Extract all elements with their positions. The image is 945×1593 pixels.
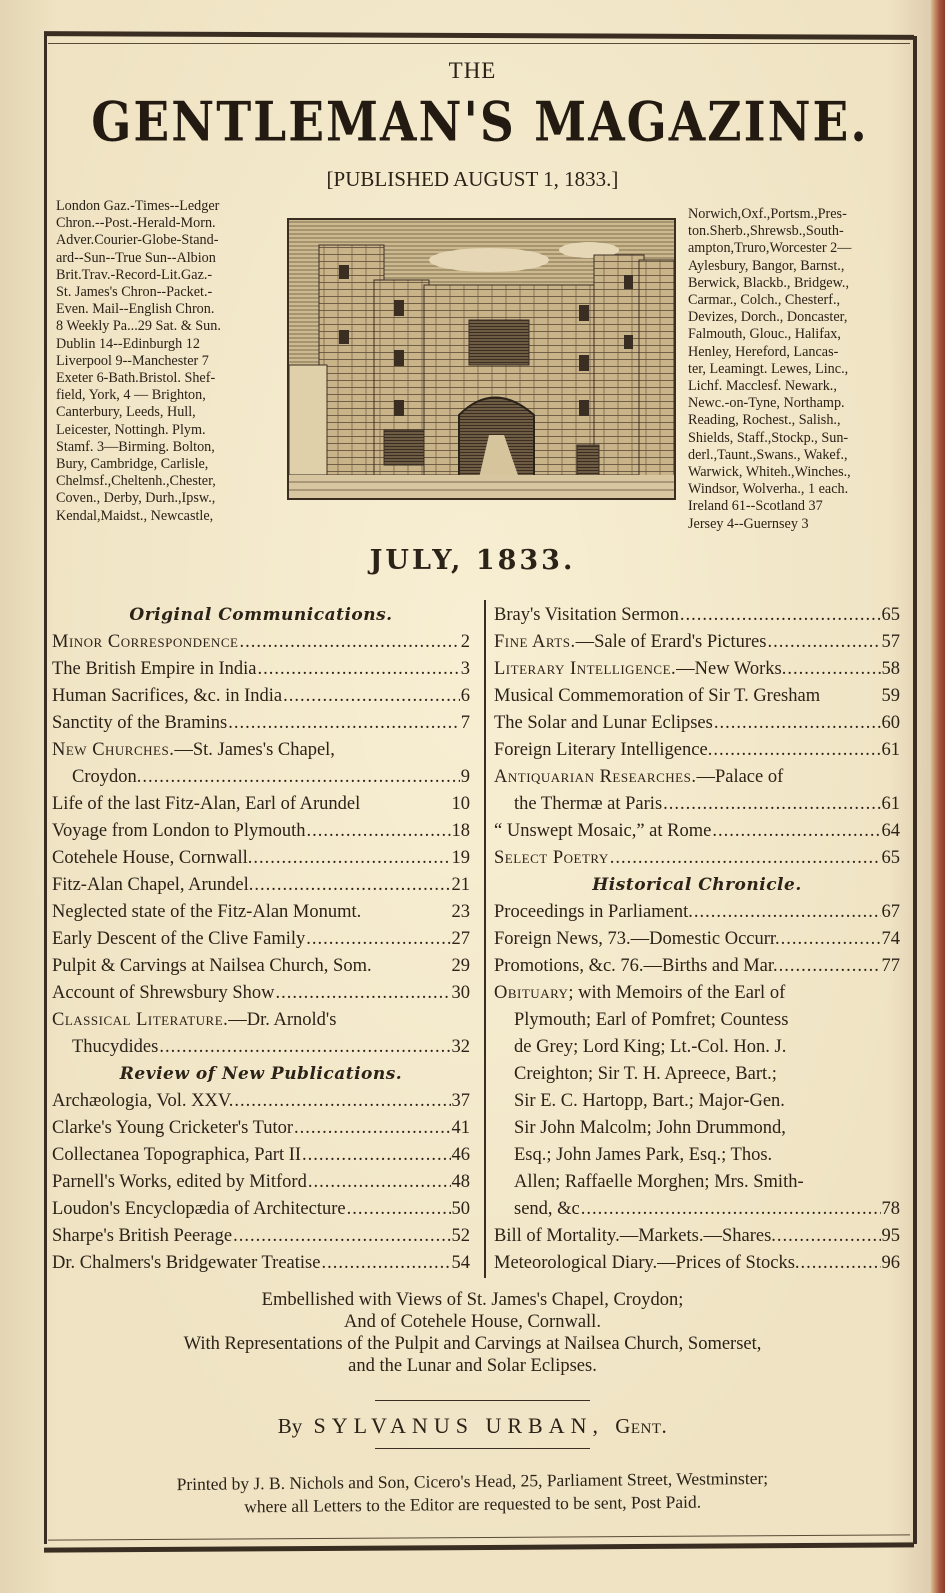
toc-entry-title-wrap (494, 656, 786, 683)
magazine-title: GENTLEMAN'S MAGAZINE. (91, 90, 869, 155)
leader-dots (306, 926, 450, 953)
obituary-text: Esq.; John James Park, Esq.; Thos. (514, 1145, 773, 1165)
toc-entry[interactable] (52, 899, 470, 926)
leader-dots (302, 1142, 450, 1169)
toc-entry[interactable] (494, 791, 900, 818)
toc-entry-title: Early Descent of the Clive Family (52, 929, 306, 949)
leader-dots (787, 656, 880, 683)
contents-column-left (52, 602, 470, 1277)
toc-entry-title: Cotehele House, Cornwall. (52, 848, 253, 868)
toc-entry-title: Archæologia, Vol. XXV. (52, 1091, 234, 1111)
newspaper-line: ton.Sherb.,Shrewsb.,South- (688, 223, 844, 240)
toc-entry-title: Bray's Visitation Sermon (494, 605, 679, 625)
toc-entry-title: Collectanea Topographica, Part II (52, 1145, 302, 1165)
toc-page-number: 74 (881, 929, 900, 949)
newspaper-line: Reading, Rochest., Salish., (688, 412, 841, 429)
embellishments-line: Embellished with Views of St. James's Chapel, Croydon; (261, 1290, 684, 1310)
toc-entry-title-wrap (52, 1088, 233, 1115)
representations-note (0, 1333, 945, 1377)
toc-entry-title-wrap (52, 1115, 293, 1142)
leader-dots (712, 818, 880, 845)
gatehouse-engraving-icon (289, 220, 674, 498)
toc-entry-title-wrap (494, 926, 780, 953)
toc-entry-title-wrap (52, 791, 360, 818)
toc-page-number: 61 (881, 794, 900, 814)
toc-entry-lead: New Churches. (52, 740, 175, 760)
toc-entry-title-wrap (52, 899, 361, 926)
newspaper-line: Brit.Trav.-Record-Lit.Gaz.- (56, 266, 213, 283)
toc-entry-title-wrap (52, 1250, 320, 1277)
leader-dots (801, 1250, 881, 1277)
toc-entry-title-wrap (494, 818, 711, 845)
newspaper-line: Bury, Cambridge, Carlisle, (56, 456, 209, 473)
toc-entry-title: Minor Correspondence (52, 632, 239, 652)
toc-page-number: 77 (881, 956, 900, 976)
obituary-line (494, 1169, 900, 1196)
embellishments-note (0, 1289, 945, 1333)
toc-page-number: 60 (881, 713, 900, 733)
toc-entry[interactable] (52, 926, 470, 953)
toc-entry[interactable] (494, 953, 900, 980)
obituary-text: Creighton; Sir T. H. Apreece, Bart.; (514, 1064, 777, 1084)
toc-entry-title-wrap (494, 683, 820, 710)
toc-page-number: 57 (881, 632, 900, 652)
toc-page-number: 23 (451, 902, 470, 922)
toc-entry-title-wrap (52, 953, 372, 980)
leader-dots (694, 899, 881, 926)
toc-page-number: 27 (451, 929, 470, 949)
toc-page-number: 21 (451, 875, 470, 895)
toc-page-number: 19 (451, 848, 470, 868)
toc-page-number: 9 (460, 767, 470, 787)
newspaper-circulation-list-left (56, 198, 281, 525)
toc-entry-title: The Solar and Lunar Eclipses (494, 713, 713, 733)
toc-page-number: 67 (881, 902, 900, 922)
toc-entry[interactable] (494, 602, 900, 629)
leader-dots (714, 710, 881, 737)
toc-page-number: 37 (451, 1091, 470, 1111)
newspaper-line: 8 Weekly Pa...29 Sat. & Sun. (56, 318, 221, 335)
newspaper-line: Lichf. Macclesf. Newark., (688, 378, 837, 395)
toc-entry-title-wrap (52, 980, 275, 1007)
obituary-text: Sir John Malcolm; John Drummond, (514, 1118, 786, 1138)
toc-entry-title: —Dr. Arnold's (228, 1010, 337, 1030)
toc-page-number: 18 (451, 821, 470, 841)
toc-entry-title-wrap (494, 710, 713, 737)
newspaper-line: Chron.--Post.-Herald-Morn. (56, 215, 216, 232)
newspaper-line: Jersey 4--Guernsey 3 (688, 515, 809, 532)
section-heading-original-communications: Original Communications. (129, 605, 393, 625)
representations-line: and the Lunar and Solar Eclipses. (348, 1356, 597, 1376)
imprint-line: Printed by J. B. Nichols and Son, Cicero's Head, 25, Parliament Street, Westminster; (176, 1467, 769, 1495)
obituary-text: Allen; Raffaelle Morghen; Mrs. Smith- (514, 1172, 804, 1192)
toc-entry-title-wrap (52, 1169, 307, 1196)
toc-page-number: 64 (881, 821, 900, 841)
toc-page-number: 96 (881, 1253, 900, 1273)
leader-dots (159, 1034, 450, 1061)
editor-name: SYLVANUS URBAN, (313, 1413, 604, 1438)
newspaper-line: ard--Sun--True Sun--Albion (56, 249, 216, 266)
toc-entry[interactable] (52, 710, 470, 737)
toc-entry[interactable] (494, 1250, 900, 1277)
toc-entry-title: Account of Shrewsbury Show (52, 983, 275, 1003)
toc-entry-title-wrap (494, 899, 693, 926)
newspaper-line: Chelmsf.,Cheltenh.,Chester, (56, 473, 216, 490)
toc-page-number: 61 (881, 740, 900, 760)
obituary-line (494, 1034, 900, 1061)
toc-entry-title: —St. James's Chapel, (174, 740, 335, 760)
newspaper-line: ter, Leamingt. Lewes, Linc., (688, 360, 849, 377)
toc-entry[interactable] (494, 683, 900, 710)
toc-entry-title: Life of the last Fitz-Alan, Earl of Arundel (52, 794, 361, 814)
toc-entry[interactable] (494, 1223, 900, 1250)
toc-entry-title: Croydon. (72, 767, 142, 787)
toc-entry[interactable] (494, 629, 900, 656)
toc-entry[interactable] (52, 872, 470, 899)
newspaper-line: Coven., Derby, Durh.,Ipsw., (56, 490, 216, 507)
newspaper-line: Even. Mail--English Chron. (56, 301, 215, 318)
toc-entry-title-wrap (52, 872, 253, 899)
toc-page-number: 2 (460, 632, 470, 652)
newspaper-line: Aylesbury, Bangor, Barnst., (688, 257, 845, 274)
leader-dots (321, 1250, 450, 1277)
newspaper-line: Stamf. 3—Birming. Bolton, (56, 438, 215, 455)
toc-entry[interactable] (52, 1088, 470, 1115)
toc-page-number: 65 (881, 848, 900, 868)
leader-dots (239, 629, 459, 656)
toc-entry[interactable] (52, 980, 470, 1007)
obituary-line (494, 1115, 900, 1142)
toc-entry[interactable] (52, 1034, 470, 1061)
newspaper-line: Leicester, Nottingh. Plym. (56, 421, 206, 438)
toc-entry-title: —Palace of (696, 767, 784, 787)
newspaper-line: field, York, 4 — Brighton, (56, 387, 206, 404)
toc-page-number: 3 (460, 659, 470, 679)
toc-entry[interactable] (494, 656, 900, 683)
toc-entry[interactable] (52, 1115, 470, 1142)
toc-page-number: 30 (451, 983, 470, 1003)
toc-entry-title: the Thermæ at Paris (514, 794, 663, 814)
leader-dots (294, 1115, 450, 1142)
toc-entry-title-wrap (494, 737, 712, 764)
column-divider (484, 600, 486, 1278)
toc-entry-lead: Literary Intelligence. (494, 659, 677, 679)
section-heading-review-of-new-publications: Review of New Publications. (119, 1064, 403, 1084)
obituary-line (494, 1142, 900, 1169)
newspaper-line: Falmouth, Glouc., Halifax, (688, 326, 841, 343)
toc-entry-title: Dr. Chalmers's Bridgewater Treatise (52, 1253, 321, 1273)
toc-page-number: 46 (451, 1145, 470, 1165)
obituary-text: send, &c (514, 1199, 580, 1219)
toc-entry-lead: Antiquarian Researches. (494, 767, 697, 787)
toc-page-number: 6 (460, 686, 470, 706)
toc-entry-lead: Select Poetry (494, 848, 609, 868)
newspaper-line: Exeter 6-Bath.Bristol. Shef- (56, 370, 216, 387)
newspaper-line: derl.,Taunt.,Swans., Wakef., (688, 446, 848, 463)
toc-page-number: 59 (881, 686, 900, 706)
newspaper-line: Dublin 14--Edinburgh 12 (56, 335, 200, 352)
leader-dots (253, 845, 450, 872)
newspaper-line: Liverpool 9--Manchester 7 (56, 352, 209, 369)
toc-entry-title-wrap (494, 1250, 800, 1277)
toc-entry[interactable] (52, 629, 470, 656)
toc-entry-title: Clarke's Young Cricketer's Tutor (52, 1118, 294, 1138)
leader-dots (142, 764, 459, 791)
divider-rule (375, 1448, 590, 1449)
byline-by: By (277, 1414, 303, 1438)
issue-month: JULY, 1833. (369, 545, 576, 576)
leader-dots (276, 980, 451, 1007)
toc-entry-title: “ Unswept Mosaic,” at Rome (494, 821, 712, 841)
newspaper-line: Newc.-on-Tyne, Northamp. (688, 395, 845, 412)
newspaper-circulation-list-right (688, 206, 903, 533)
leader-dots (258, 656, 460, 683)
imprint-line: where all Letters to the Editor are requested to be sent, Post Paid. (244, 1491, 702, 1517)
toc-page-number: 7 (460, 713, 470, 733)
toc-entry-title-wrap (494, 953, 778, 980)
toc-entry-title: Voyage from London to Plymouth (52, 821, 306, 841)
toc-entry-title: Parnell's Works, edited by Mitford (52, 1172, 307, 1192)
toc-entry-title: Human Sacrifices, &c. in India (52, 686, 283, 706)
toc-entry[interactable] (494, 899, 900, 926)
leader-dots (308, 1169, 451, 1196)
toc-entry-heading[interactable] (52, 737, 470, 764)
newspaper-line: Henley, Hereford, Lancas- (688, 343, 839, 360)
leader-dots (228, 710, 460, 737)
leader-dots (713, 737, 880, 764)
toc-entry-title: Fitz-Alan Chapel, Arundel. (52, 875, 254, 895)
toc-entry-title: Musical Commemoration of Sir T. Gresham (494, 686, 821, 706)
toc-page-number: 54 (451, 1253, 470, 1273)
toc-entry-title: Proceedings in Parliament. (494, 902, 693, 922)
toc-entry-lead: Classical Literature. (52, 1010, 229, 1030)
obituary-text: ; with Memoirs of the Earl of (568, 983, 786, 1003)
obituary-line (494, 1088, 900, 1115)
toc-entry-title-wrap (494, 602, 679, 629)
toc-entry-title: Loudon's Encyclopædia of Architecture (52, 1199, 346, 1219)
toc-entry-title: —New Works. (676, 659, 787, 679)
newspaper-line: Carmar., Colch., Chesterf., (688, 292, 841, 309)
toc-entry[interactable] (52, 845, 470, 872)
toc-entry[interactable] (52, 764, 470, 791)
leader-dots (680, 602, 881, 629)
toc-entry-title-wrap (52, 1142, 301, 1169)
toc-entry[interactable] (52, 791, 470, 818)
newspaper-line: Kendal,Maidst., Newcastle, (56, 507, 214, 524)
toc-entry-title: Sharpe's British Peerage (52, 1226, 233, 1246)
toc-entry-title: Foreign Literary Intelligence. (494, 740, 713, 760)
toc-entry-lead: Fine Arts. (494, 632, 576, 652)
newspaper-line: Warwick, Whiteh.,Winches., (688, 464, 851, 481)
toc-entry-lead: Obituary (494, 983, 569, 1003)
leader-dots (610, 845, 881, 872)
toc-entry-title-wrap (52, 1196, 346, 1223)
toc-page-number: 41 (451, 1118, 470, 1138)
toc-entry[interactable] (52, 1250, 470, 1277)
toc-entry-title: Meteorological Diary.—Prices of Stocks. (494, 1253, 800, 1273)
toc-page-number: 52 (451, 1226, 470, 1246)
toc-entry-title: —Sale of Erard's Pictures (575, 632, 767, 652)
toc-entry-title-wrap (494, 629, 766, 656)
newspaper-line: Shields, Staff.,Stockp., Sun- (688, 429, 849, 446)
toc-entry-title-wrap (52, 818, 306, 845)
toc-page-number: 95 (881, 1226, 900, 1246)
leader-dots (581, 1196, 881, 1223)
newspaper-line: Canterbury, Leeds, Hull, (56, 404, 196, 421)
newspaper-line: ampton,Truro,Worcester 2— (688, 240, 852, 257)
toc-entry[interactable] (52, 818, 470, 845)
toc-entry[interactable] (494, 818, 900, 845)
toc-page-number: 65 (881, 605, 900, 625)
newspaper-line: Norwich,Oxf.,Portsm.,Pres- (688, 206, 847, 222)
toc-entry-title: Promotions, &c. 76.—Births and Mar. (494, 956, 778, 976)
toc-entry-title-wrap (52, 926, 305, 953)
toc-entry[interactable] (52, 1169, 470, 1196)
leader-dots (779, 953, 881, 980)
toc-entry-title-wrap (52, 710, 227, 737)
newspaper-line: Berwick, Blackb., Bridgew., (688, 274, 850, 291)
toc-entry[interactable] (52, 1196, 470, 1223)
toc-page-number: 32 (451, 1037, 470, 1057)
toc-page-number: 50 (451, 1199, 470, 1219)
newspaper-line: London Gaz.-Times--Ledger (56, 198, 220, 214)
obituary-line (494, 1007, 900, 1034)
toc-entry-title-wrap (52, 845, 252, 872)
leader-dots (233, 1223, 450, 1250)
contents-column-right (494, 602, 900, 1277)
newspaper-line: Adver.Courier-Globe-Stand- (56, 232, 219, 249)
obituary-last-line (494, 1196, 900, 1223)
toc-entry-title: Neglected state of the Fitz-Alan Monumt. (52, 902, 362, 922)
newspaper-line: Windsor, Wolverha., 1 each. (688, 481, 849, 498)
byline-suffix: Gent. (615, 1414, 668, 1438)
toc-page-number: 78 (881, 1199, 900, 1219)
toc-entry[interactable] (52, 656, 470, 683)
toc-entry[interactable] (52, 1142, 470, 1169)
toc-page-number: 48 (451, 1172, 470, 1192)
toc-entry[interactable] (494, 710, 900, 737)
toc-entry-heading[interactable] (52, 1007, 470, 1034)
toc-entry[interactable] (494, 737, 900, 764)
leader-dots (663, 791, 880, 818)
embellishments-line: And of Cotehele House, Cornwall. (344, 1312, 601, 1332)
leader-dots (777, 1223, 881, 1250)
toc-entry-title: Foreign News, 73.—Domestic Occurr. (494, 929, 780, 949)
leader-dots (307, 818, 451, 845)
title-the: THE (448, 58, 497, 83)
representations-line: With Representations of the Pulpit and Carvings at Nailsea Church, Somerset, (183, 1334, 762, 1354)
toc-entry-title-wrap (494, 1223, 776, 1250)
toc-entry[interactable] (494, 845, 900, 872)
toc-entry-heading[interactable] (494, 764, 900, 791)
toc-entry-obituary[interactable] (494, 980, 900, 1223)
newspaper-line: Ireland 61--Scotland 37 (688, 498, 823, 515)
toc-entry[interactable] (52, 1223, 470, 1250)
published-date: [PUBLISHED AUGUST 1, 1833.] (326, 167, 619, 191)
leader-dots (254, 872, 450, 899)
gatehouse-engraving (287, 218, 676, 500)
toc-entry-title-wrap (494, 845, 609, 872)
toc-entry-title: Thucydides (72, 1037, 159, 1057)
leader-dots (283, 683, 460, 710)
toc-entry[interactable] (52, 683, 470, 710)
leader-dots (347, 1196, 451, 1223)
toc-entry-title: The British Empire in India (52, 659, 257, 679)
toc-entry-title-wrap (52, 683, 282, 710)
leader-dots (781, 926, 881, 953)
toc-entry-title-wrap (52, 656, 257, 683)
toc-page-number: 29 (451, 956, 470, 976)
newspaper-line: Devizes, Dorch., Doncaster, (688, 309, 848, 326)
leader-dots (767, 629, 880, 656)
toc-entry-title: Bill of Mortality.—Markets.—Shares. (494, 1226, 776, 1246)
toc-entry-title: Pulpit & Carvings at Nailsea Church, Som. (52, 956, 372, 976)
toc-page-number: 10 (451, 794, 470, 814)
toc-entry[interactable] (494, 926, 900, 953)
obituary-text: de Grey; Lord King; Lt.-Col. Hon. J. (514, 1037, 787, 1057)
obituary-line (494, 1061, 900, 1088)
toc-entry-title: Sanctity of the Bramins (52, 713, 228, 733)
toc-entry-title-wrap (52, 629, 238, 656)
toc-entry[interactable] (52, 953, 470, 980)
byline (0, 1413, 945, 1439)
leader-dots (234, 1088, 450, 1115)
newspaper-line: St. James's Chron--Packet.- (56, 284, 213, 301)
obituary-line (494, 980, 900, 1007)
obituary-text: Plymouth; Earl of Pomfret; Countess (514, 1010, 789, 1030)
section-heading-historical-chronicle: Historical Chronicle. (592, 875, 802, 895)
toc-page-number: 58 (881, 659, 900, 679)
divider-rule (375, 1400, 590, 1401)
toc-entry-title-wrap (52, 1223, 232, 1250)
obituary-text: Sir E. C. Hartopp, Bart.; Major-Gen. (514, 1091, 785, 1111)
